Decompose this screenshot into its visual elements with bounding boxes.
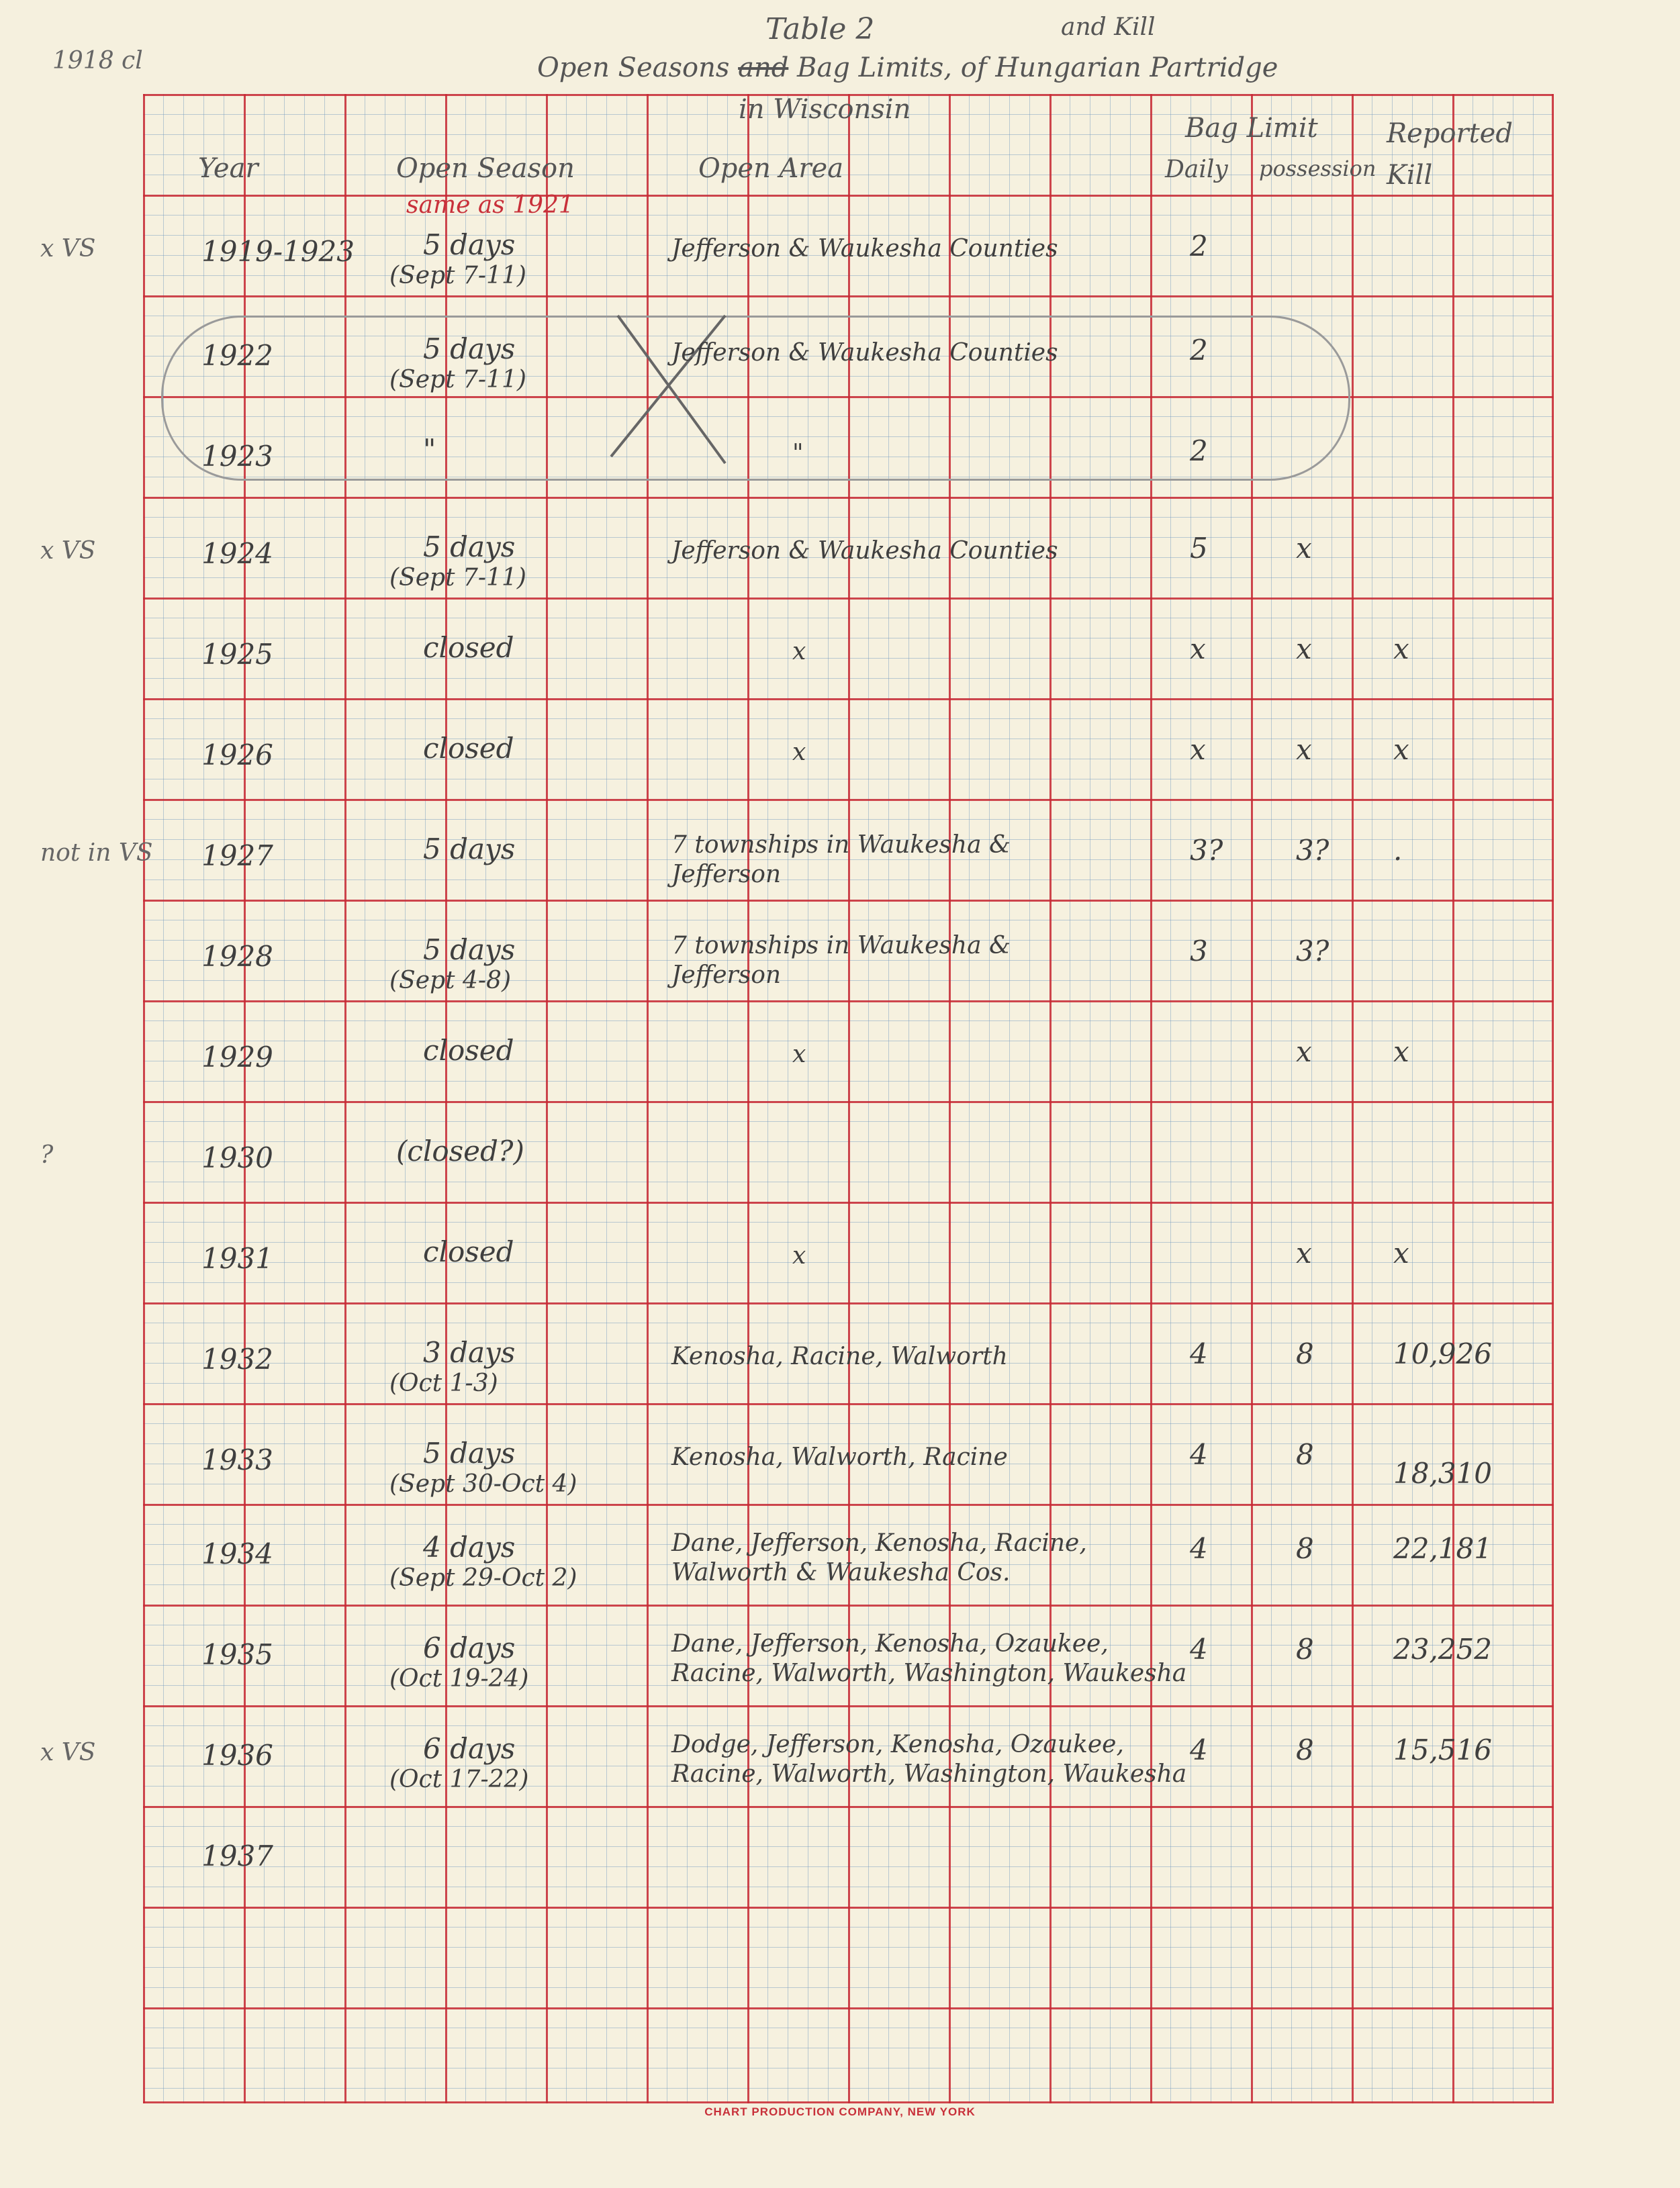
row-open-season: closed [423, 631, 514, 664]
row-open-season: 6 days [423, 1732, 516, 1765]
row-possession-limit: 8 [1296, 1633, 1314, 1666]
row-open-area: Jefferson & Waukesha Counties [671, 537, 1058, 565]
row-open-area: Dane, Jefferson, Kenosha, Racine, [671, 1529, 1087, 1557]
row-possession-limit: 8 [1296, 1733, 1314, 1766]
row-possession-limit: x [1296, 632, 1312, 665]
row-margin-mark: x VS [40, 235, 96, 263]
row-open-area: Dodge, Jefferson, Kenosha, Ozaukee, [671, 1731, 1124, 1758]
row-open-area: x [792, 638, 806, 665]
row-year: 1930 [201, 1141, 273, 1174]
row-reported-kill: x [1393, 632, 1409, 665]
row-open-season: 6 days [423, 1631, 516, 1664]
row-reported-kill: 15,516 [1393, 1733, 1492, 1766]
row-reported-kill: x [1393, 1035, 1409, 1068]
row-possession-limit: x [1296, 1035, 1312, 1068]
row-reported-kill: 18,310 [1393, 1457, 1492, 1490]
row-daily-limit: x [1190, 632, 1206, 665]
row-open-area-cont: Racine, Walworth, Washington, Waukesha [671, 1660, 1187, 1687]
row-possession-limit: 3? [1296, 834, 1329, 867]
row-year: 1935 [201, 1638, 273, 1671]
row-year: 1931 [201, 1242, 273, 1275]
row-season-dates: (Oct 17-22) [389, 1766, 529, 1793]
row-possession-limit: 8 [1296, 1438, 1314, 1471]
row-possession-limit: 3? [1296, 935, 1329, 967]
subtitle-struck: and [738, 52, 789, 83]
row-open-area-cont: Jefferson [671, 961, 782, 989]
row-open-season: 5 days [423, 1437, 516, 1470]
row-daily-limit: 4 [1190, 1633, 1208, 1666]
row-daily-limit: 2 [1190, 230, 1208, 263]
row-margin-mark: x VS [40, 537, 96, 565]
row-open-area: x [792, 739, 806, 766]
row-open-area: Jefferson & Waukesha Counties [671, 339, 1058, 367]
row-season-dates: (Oct 19-24) [389, 1665, 529, 1693]
row-daily-limit: 5 [1190, 532, 1208, 565]
row-open-area: Dane, Jefferson, Kenosha, Ozaukee, [671, 1630, 1109, 1658]
row-margin-mark: not in VS [40, 839, 153, 867]
table-title: Table 2 [765, 12, 875, 46]
row-open-season: 5 days [423, 228, 516, 261]
row-year: 1933 [201, 1443, 273, 1476]
row-open-area: 7 townships in Waukesha & [671, 831, 1011, 859]
strike-x-mark [604, 309, 739, 470]
row-year: 1925 [201, 638, 273, 671]
row-daily-limit: 2 [1190, 334, 1208, 367]
row-open-season: (closed?) [396, 1135, 524, 1168]
row-reported-kill: 10,926 [1393, 1337, 1492, 1370]
row-open-area: Jefferson & Waukesha Counties [671, 235, 1058, 263]
row-possession-limit: 8 [1296, 1532, 1314, 1565]
paper-footer: CHART PRODUCTION COMPANY, NEW YORK [704, 2105, 976, 2118]
row-reported-kill: x [1393, 1237, 1409, 1270]
margin-note: 1918 cl [52, 47, 143, 75]
row-year: 1924 [201, 537, 273, 570]
row-year: 1937 [201, 1840, 273, 1872]
row-season-dates: (Sept 7-11) [389, 564, 526, 591]
row-year: 1932 [201, 1343, 273, 1376]
row-daily-limit: 3? [1190, 834, 1223, 867]
row-season-dates: (Sept 4-8) [389, 967, 511, 994]
row-year: 1929 [201, 1041, 273, 1074]
row-possession-limit: x [1296, 532, 1312, 565]
header-daily: Daily [1165, 156, 1228, 183]
row-season-dates: (Sept 30-Oct 4) [389, 1470, 577, 1498]
row-reported-kill: 22,181 [1393, 1532, 1492, 1565]
row-reported-kill: 23,252 [1393, 1633, 1492, 1666]
row-season-dates: (Sept 7-11) [389, 366, 526, 393]
row-season-dates: (Sept 29-Oct 2) [389, 1564, 577, 1592]
row-open-area: x [792, 1041, 806, 1068]
row-open-area: " [792, 440, 804, 467]
row-open-season: 5 days [423, 530, 516, 563]
row-open-area: Kenosha, Racine, Walworth [671, 1343, 1008, 1370]
row-open-area: 7 townships in Waukesha & [671, 932, 1011, 959]
row-season-dates: (Sept 7-11) [389, 262, 526, 289]
row-open-area-cont: Walworth & Waukesha Cos. [671, 1559, 1011, 1586]
row-reported-kill: . [1393, 834, 1403, 867]
row-possession-limit: x [1296, 733, 1312, 766]
row-open-area-cont: Racine, Walworth, Washington, Waukesha [671, 1760, 1187, 1788]
row-year: 1922 [201, 339, 273, 372]
header-reported-kill: Reported Kill [1387, 118, 1513, 191]
row-season-dates: (Oct 1-3) [389, 1370, 498, 1397]
row-open-area: x [792, 1242, 806, 1270]
row-reported-kill: x [1393, 733, 1409, 766]
subtitle-mid: Bag Limits [797, 52, 944, 83]
row-possession-limit: 8 [1296, 1337, 1314, 1370]
row-open-season: 5 days [423, 332, 516, 365]
row-open-season: " [423, 433, 436, 466]
header-possession: possession [1259, 156, 1376, 181]
header-open-area: Open Area [698, 153, 844, 184]
row-daily-limit: 4 [1190, 1337, 1208, 1370]
row-open-area-cont: Jefferson [671, 861, 782, 888]
row-year: 1926 [201, 739, 273, 771]
row-daily-limit: 4 [1190, 1733, 1208, 1766]
header-open-season: Open Season [396, 153, 575, 184]
row-daily-limit: 2 [1190, 434, 1208, 467]
row-possession-limit: x [1296, 1237, 1312, 1270]
row-margin-mark: ? [40, 1141, 54, 1169]
header-year: Year [198, 153, 259, 184]
subtitle-tail: of Hungarian Partridge [960, 52, 1278, 83]
row-open-season: closed [423, 1034, 514, 1067]
row-open-season: 4 days [423, 1531, 516, 1564]
subtitle-lead: Open Seasons [537, 52, 730, 83]
row-open-area: Kenosha, Walworth, Racine [671, 1443, 1008, 1471]
table-subtitle-line2: in Wisconsin [739, 94, 911, 125]
row-year: 1923 [201, 440, 273, 473]
row-daily-limit: 3 [1190, 935, 1208, 967]
row-year: 1928 [201, 940, 273, 973]
row-open-season: closed [423, 732, 514, 765]
row-daily-limit: x [1190, 733, 1206, 766]
row-year: 1934 [201, 1537, 273, 1570]
row-year: 1927 [201, 839, 273, 872]
row-daily-limit: 4 [1190, 1532, 1208, 1565]
row-year: 1919-1923 [201, 235, 355, 268]
row-margin-mark: x VS [40, 1739, 96, 1766]
row-open-season: closed [423, 1235, 514, 1268]
row-open-season: 5 days [423, 933, 516, 966]
subtitle-insert: and Kill [1061, 13, 1156, 41]
table-subtitle: Open Seasons and Bag Limits, of Hungarian Partridge [537, 52, 1278, 83]
red-note: same as 1921 [406, 191, 574, 219]
header-bag-limit: Bag Limit [1185, 113, 1318, 144]
row-daily-limit: 4 [1190, 1438, 1208, 1471]
row-open-season: 3 days [423, 1336, 516, 1369]
row-year: 1936 [201, 1739, 273, 1772]
row-open-season: 5 days [423, 833, 516, 865]
